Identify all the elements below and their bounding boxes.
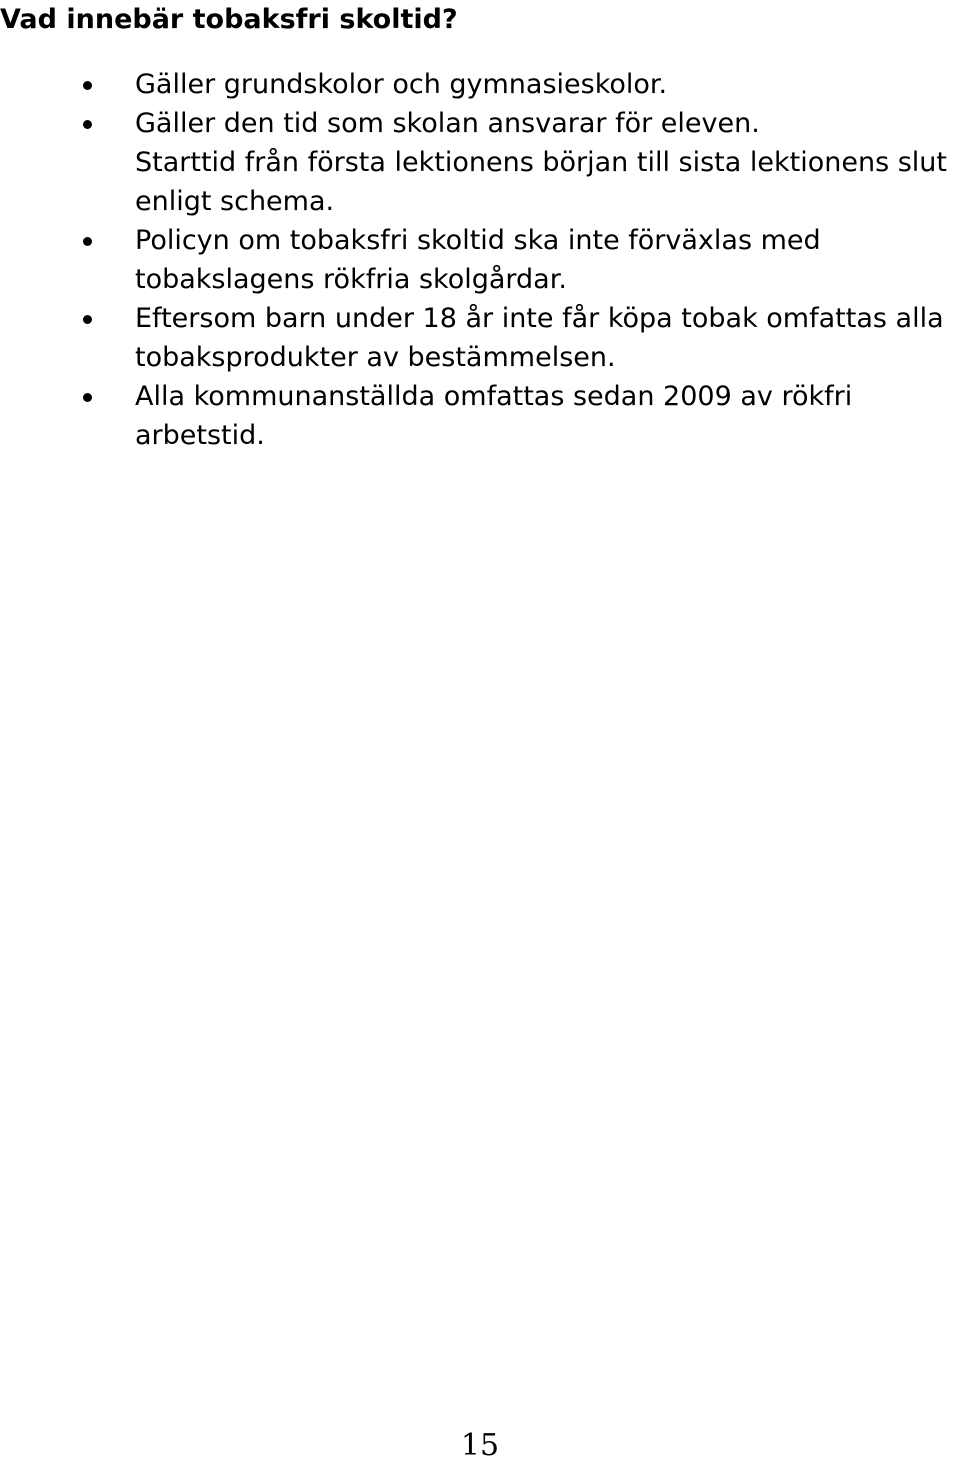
page-title: Vad innebär tobaksfri skoltid? <box>0 4 458 35</box>
bullet-icon <box>83 81 92 90</box>
list-item <box>0 299 960 377</box>
bullet-icon <box>83 393 92 402</box>
list-item-text: Alla kommunanställda omfattas sedan 2009 av rökfri arbetstid. <box>135 381 853 451</box>
list-item <box>0 104 960 143</box>
list-item-text: Policyn om tobaksfri skoltid ska inte förväxlas med tobakslagens rökfria skolgårdar. <box>135 225 821 295</box>
list-item <box>0 377 960 455</box>
list-item-text: Starttid från första lektionens början till sista lektionens slut enligt schema. <box>135 147 947 217</box>
list-item <box>0 65 960 104</box>
list-item <box>0 143 960 221</box>
bullet-icon <box>83 315 92 324</box>
bullet-icon <box>83 120 92 129</box>
page-number: 15 <box>460 1428 500 1463</box>
list-item <box>0 221 960 299</box>
list-item-text: Gäller grundskolor och gymnasieskolor. <box>135 69 668 100</box>
bullet-icon <box>83 237 92 246</box>
list-item-text: Eftersom barn under 18 år inte får köpa tobak omfattas alla tobaksprodukter av bestämmelsen. <box>135 303 944 373</box>
bullet-list <box>0 65 960 455</box>
list-item-text: Gäller den tid som skolan ansvarar för eleven. <box>135 108 760 139</box>
